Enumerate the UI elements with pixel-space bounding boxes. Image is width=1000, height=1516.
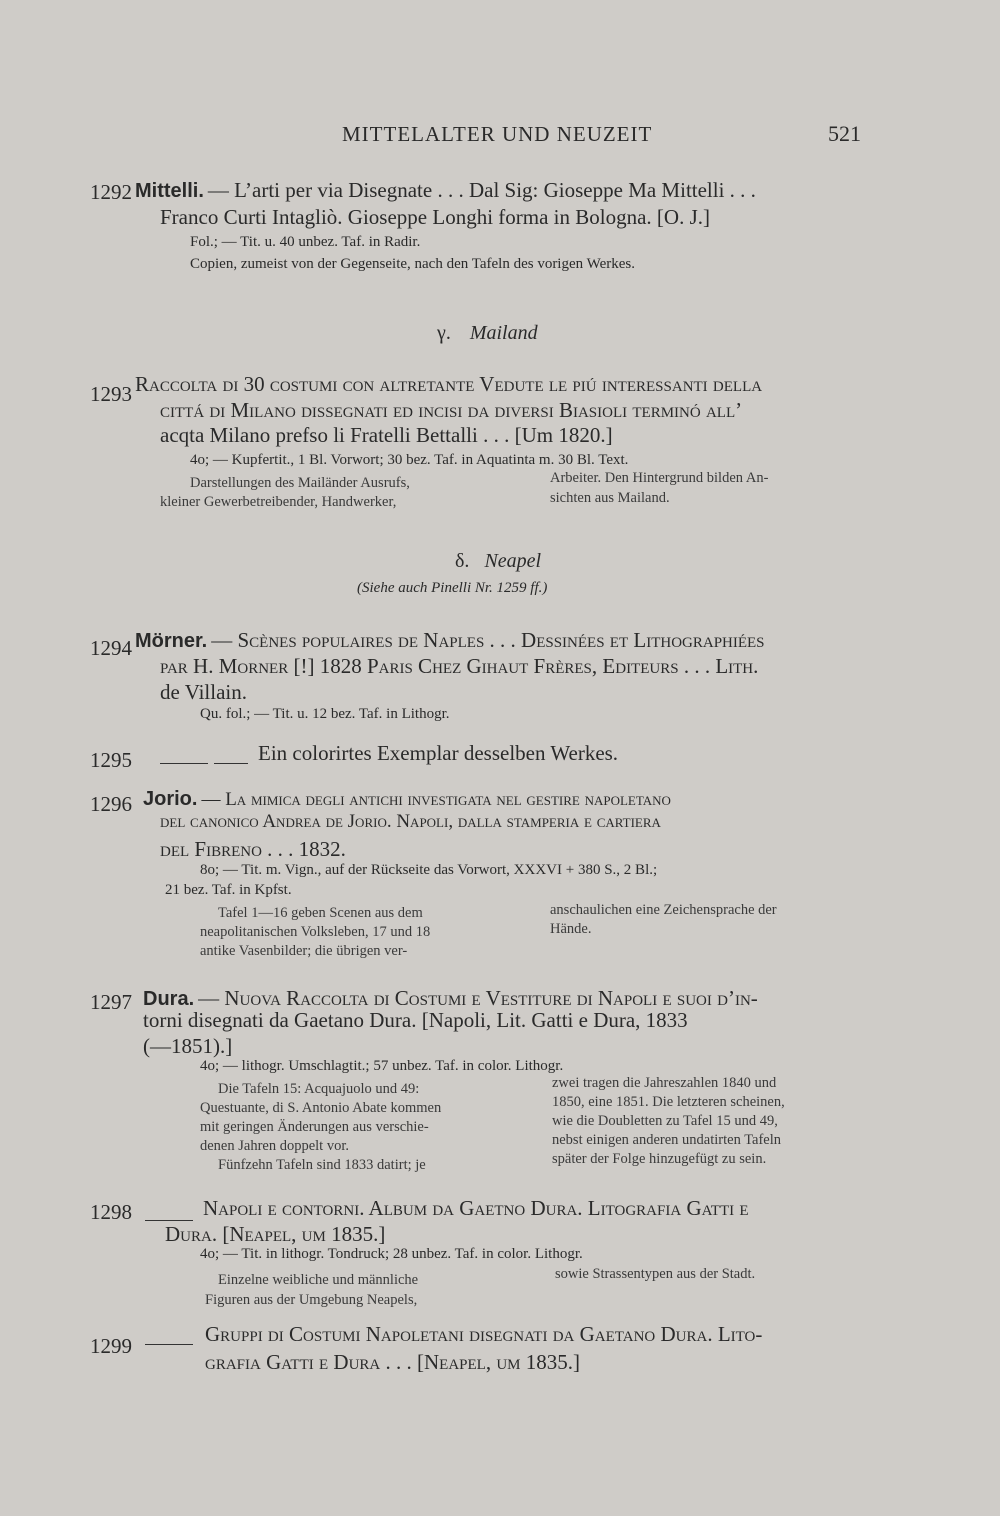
entry-title-line: Dura. [Neapel, um 1835.] <box>165 1222 386 1246</box>
entry-title-line: Franco Curti Intagliò. Gioseppe Longhi forma in Bologna. [O. J.] <box>160 205 710 229</box>
entry-title-line: del canonico Andrea de Jorio. Napoli, dalla stamperia e cartiera <box>160 811 661 832</box>
note-right-line: nebst einigen anderen undatirten Tafeln <box>552 1132 782 1148</box>
entry-number: 1295 <box>90 748 132 772</box>
entry-collation: Qu. fol.; — Tit. u. 12 bez. Taf. in Lithogr. <box>200 706 450 722</box>
entry-title-line: — Scènes populaires de Naples . . . Dessinées et Lithographiées <box>211 628 765 652</box>
entry-title-line: cittá di Milano dissegnati ed incisi da diversi Biasioli terminó all’ <box>160 398 743 422</box>
section-cross-reference: (Siehe auch Pinelli Nr. 1259 ff.) <box>357 580 548 596</box>
note-left-line: Tafel 1—16 geben Scenen aus dem <box>218 905 423 921</box>
note-left-line: antike Vasenbilder; die übrigen ver- <box>200 943 408 959</box>
entry-note: Copien, zumeist von der Gegenseite, nach den Tafeln des vorigen Werkes. <box>190 256 635 272</box>
entry-number: 1292 <box>90 180 132 204</box>
entry-title-line: Raccolta di 30 costumi con altretante Vedute le piú interessanti della <box>135 372 763 396</box>
note-right-line: sichten aus Mailand. <box>550 490 670 506</box>
note-left-line: Questuante, di S. Antonio Abate kommen <box>200 1100 442 1116</box>
section-title: Mailand <box>469 322 538 344</box>
entry-title-line: par H. Morner [!] 1828 Paris Chez Gihaut Frères, Editeurs . . . Lith. <box>160 654 759 678</box>
entry-title-line: (—1851).] <box>143 1034 233 1058</box>
entry-title-line: Ein colorirtes Exemplar desselben Werkes. <box>258 741 619 765</box>
section-heading-mailand <box>437 322 538 345</box>
entry-collation: 21 bez. Taf. in Kpfst. <box>165 882 292 898</box>
entry-number: 1293 <box>90 382 132 406</box>
entry-title-line: acqta Milano prefso li Fratelli Bettalli . . . [Um 1820.] <box>160 423 613 447</box>
entry-author: Mörner. <box>135 630 208 652</box>
note-right-line: 1850, eine 1851. Die letzteren scheinen, <box>552 1094 785 1110</box>
ditto-dash <box>145 1220 193 1221</box>
entry-title-line: grafia Gatti e Dura . . . [Neapel, um 1835.] <box>205 1350 580 1374</box>
note-left-line: Darstellungen des Mailänder Ausrufs, <box>190 475 410 491</box>
entry-number: 1296 <box>90 792 132 816</box>
entry-collation: 4o; — lithogr. Umschlagtit.; 57 unbez. Taf. in color. Lithogr. <box>200 1058 564 1074</box>
entry-title-line: — Nuova Raccolta di Costumi e Vestiture di Napoli e suoi d’in- <box>198 986 758 1010</box>
section-title: Neapel <box>484 550 542 572</box>
entry-number: 1294 <box>90 636 132 660</box>
note-right-line: später der Folge hinzugefügt zu sein. <box>552 1151 767 1167</box>
note-left-line: mit geringen Änderungen aus verschie- <box>200 1119 429 1135</box>
entry-collation: 8o; — Tit. m. Vign., auf der Rückseite das Vorwort, XXXVI + 380 S., 2 Bl.; <box>200 862 658 878</box>
entry-author: Dura. <box>143 988 195 1010</box>
entry-title-line: de Villain. <box>160 680 248 704</box>
entry-number: 1297 <box>90 990 132 1014</box>
running-header: MITTELALTER UND NEUZEIT <box>342 122 653 146</box>
entry-title-line: Napoli e contorni. Album da Gaetno Dura. Litografia Gatti e <box>203 1196 749 1220</box>
note-right-line: Hände. <box>550 921 592 937</box>
ditto-dash <box>145 1344 193 1345</box>
section-letter: γ. <box>437 322 451 344</box>
note-right-line: wie die Doubletten zu Tafel 15 und 49, <box>552 1113 778 1129</box>
note-left-line: Die Tafeln 15: Acquajuolo und 49: <box>218 1081 420 1097</box>
entry-collation: 4o; — Tit. in lithogr. Tondruck; 28 unbez. Taf. in color. Lithogr. <box>200 1246 583 1262</box>
note-right-line: Arbeiter. Den Hintergrund bilden An- <box>550 470 769 486</box>
note-right-line: sowie Strassentypen aus der Stadt. <box>555 1266 756 1282</box>
entry-number: 1298 <box>90 1200 132 1224</box>
note-left-line: Fünfzehn Tafeln sind 1833 datirt; je <box>218 1157 426 1173</box>
section-letter: δ. <box>455 550 470 572</box>
note-right-line: anschaulichen eine Zeichensprache der <box>550 902 777 918</box>
note-left-line: Figuren aus der Umgebung Neapels, <box>205 1292 418 1308</box>
entry-title-line: Gruppi di Costumi Napoletani disegnati da Gaetano Dura. Lito- <box>205 1322 763 1346</box>
entry-title-line: — La mimica degli antichi investigata nel gestire napoletano <box>201 789 671 810</box>
page-number: 521 <box>828 121 861 146</box>
entry-author: Mittelli. <box>135 180 204 202</box>
ditto-dash <box>160 763 208 764</box>
entry-title-line: — L’arti per via Disegnate . . . Dal Sig: Gioseppe Ma Mittelli . . . <box>207 178 756 202</box>
entry-number: 1299 <box>90 1334 132 1358</box>
ditto-dash <box>214 763 248 764</box>
note-left-line: denen Jahren doppelt vor. <box>200 1138 349 1154</box>
note-left-line: kleiner Gewerbetreibender, Handwerker, <box>160 494 397 510</box>
entry-collation: 4o; — Kupfertit., 1 Bl. Vorwort; 30 bez. Taf. in Aquatinta m. 30 Bl. Text. <box>190 452 629 468</box>
entry-collation: Fol.; — Tit. u. 40 unbez. Taf. in Radir. <box>190 234 421 250</box>
section-heading-neapel <box>455 550 541 573</box>
entry-author: Jorio. <box>143 788 198 810</box>
entry-title-line: del Fibreno . . . 1832. <box>160 837 346 861</box>
note-right-line: zwei tragen die Jahreszahlen 1840 und <box>552 1075 777 1091</box>
note-left-line: neapolitanischen Volksleben, 17 und 18 <box>200 924 431 940</box>
entry-title-line: torni disegnati da Gaetano Dura. [Napoli, Lit. Gatti e Dura, 1833 <box>143 1008 688 1032</box>
note-left-line: Einzelne weibliche und männliche <box>218 1272 419 1288</box>
